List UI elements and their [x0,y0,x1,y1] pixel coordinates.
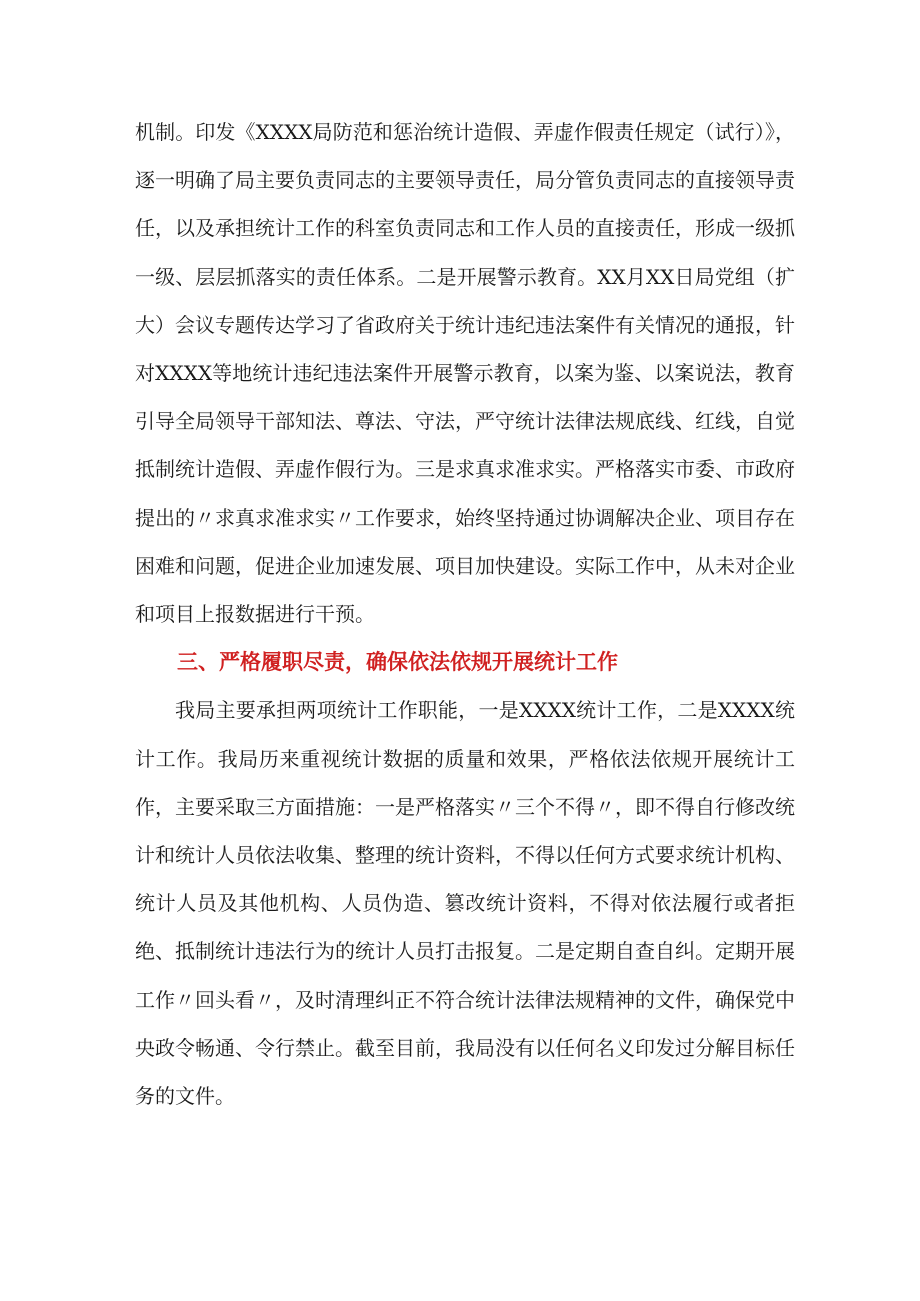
document-page [135,108,795,1120]
section-heading: 三、严格履职尽责，确保依法依规开展统计工作 [177,650,618,675]
body-paragraph-continued: 机制。印发《XXXX局防范和惩治统计造假、弄虚作假责任规定（试行）》，逐一明确了局主要负责同志的主要领导责任，局分管负责同志的直接领导责任，以及承担统计工作的科室负责同志和工作人员的直接责任，形成一级抓一级、层层抓落实的责任体系。二是开展警示教育。XX月XX日局党组（扩大）会议专题传达学习了省政府关于统计违纪违法案件有关情况的通报，针对XXXX等地统计违纪违法案件开展警示教育，以案为鉴、以案说法，教育引导全局领导干部知法、尊法、守法，严守统计法律法规底线、红线，自觉抵制统计造假、弄虚作假行为。三是求真求准求实。严格落实市委、市政府提出的〃求真求准求实〃工作要求，始终坚持通过协调解决企业、项目存在困难和问题，促进企业加速发展、项目加快建设。实际工作中，从未对企业和项目上报数据进行干预。 [135,120,795,627]
body-paragraph: 我局主要承担两项统计工作职能，一是XXXX统计工作，二是XXXX统计工作。我局历来重视统计数据的质量和效果，严格依法依规开展统计工作，主要采取三方面措施：一是严格落实〃三个不得〃，即不得自行修改统计和统计人员依法收集、整理的统计资料，不得以任何方式要求统计机构、统计人员及其他机构、人员伪造、篡改统计资料，不得对依法履行或者拒绝、抵制统计违法行为的统计人员打击报复。二是定期自查自纠。定期开展工作〃回头看〃，及时清理纠正不符合统计法律法规精神的文件，确保党中央政令畅通、令行禁止。截至目前，我局没有以任何名义印发过分解目标任务的文件。 [135,698,795,1109]
